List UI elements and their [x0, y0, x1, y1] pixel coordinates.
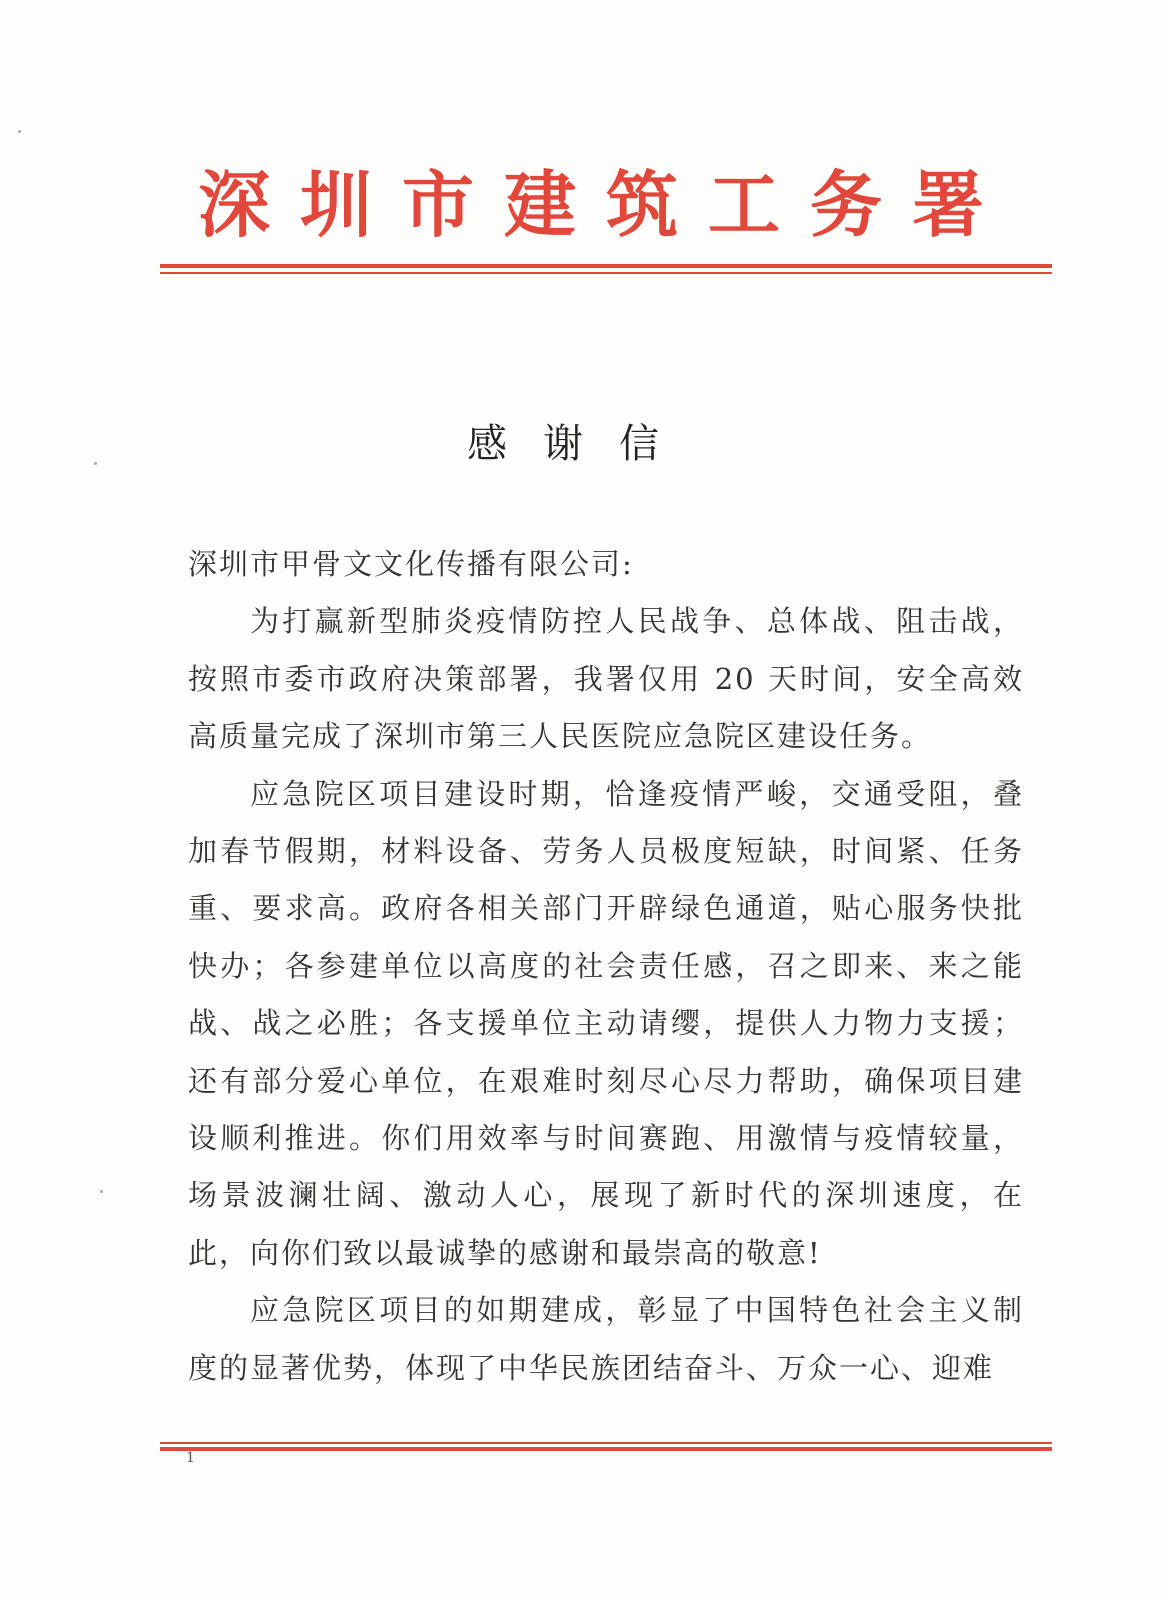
letter-title: 感谢信 — [467, 421, 695, 467]
letter-paragraph-2: 应急院区项目建设时期，恰逢疫情严峻，交通受阻，叠加春节假期，材料设备、劳务人员极度短缺，时间紧、任务重、要求高。政府各相关部门开辟绿色通道，贴心服务快批快办；各参建单位以高度的社会责任感，召之即来、来之能战、战之必胜；各支援单位主动请缨，提供人力物力支援；还有部分爱心单位，在艰难时刻尽心尽力帮助，确保项目建设顺利推进。你们用效率与时间赛跑、用激情与疫情较量，场景波澜壮阔、激动人心，展现了新时代的深圳速度，在此，向你们致以最诚挚的感谢和最崇高的敬意! — [188, 776, 1024, 1270]
letterhead-rule-thick — [160, 264, 1052, 268]
letter-paragraph-3: 应急院区项目的如期建成，彰显了中国特色社会主义制度的显著优势，体现了中华民族团结奋斗、万众一心、迎难 — [188, 1293, 1024, 1385]
scan-speck — [100, 1190, 103, 1193]
footer-rule-thick — [160, 1447, 1052, 1451]
page-number: 1 — [186, 1450, 195, 1466]
letterhead-org-name: 深圳市建筑工务署 — [197, 162, 1014, 247]
letter-body — [188, 536, 1024, 1397]
footer-rule-thin — [160, 1442, 1052, 1444]
letterhead-rule-thin — [160, 272, 1052, 274]
letter-salutation: 深圳市甲骨文文化传播有限公司: — [188, 547, 634, 581]
scan-speck — [18, 130, 21, 133]
scan-speck — [94, 462, 97, 465]
letter-paragraph-1: 为打赢新型肺炎疫情防控人民战争、总体战、阻击战，按照市委市政府决策部署，我署仅用 20 天时间，安全高效高质量完成了深圳市第三人民医院应急院区建设任务。 — [188, 604, 1024, 754]
